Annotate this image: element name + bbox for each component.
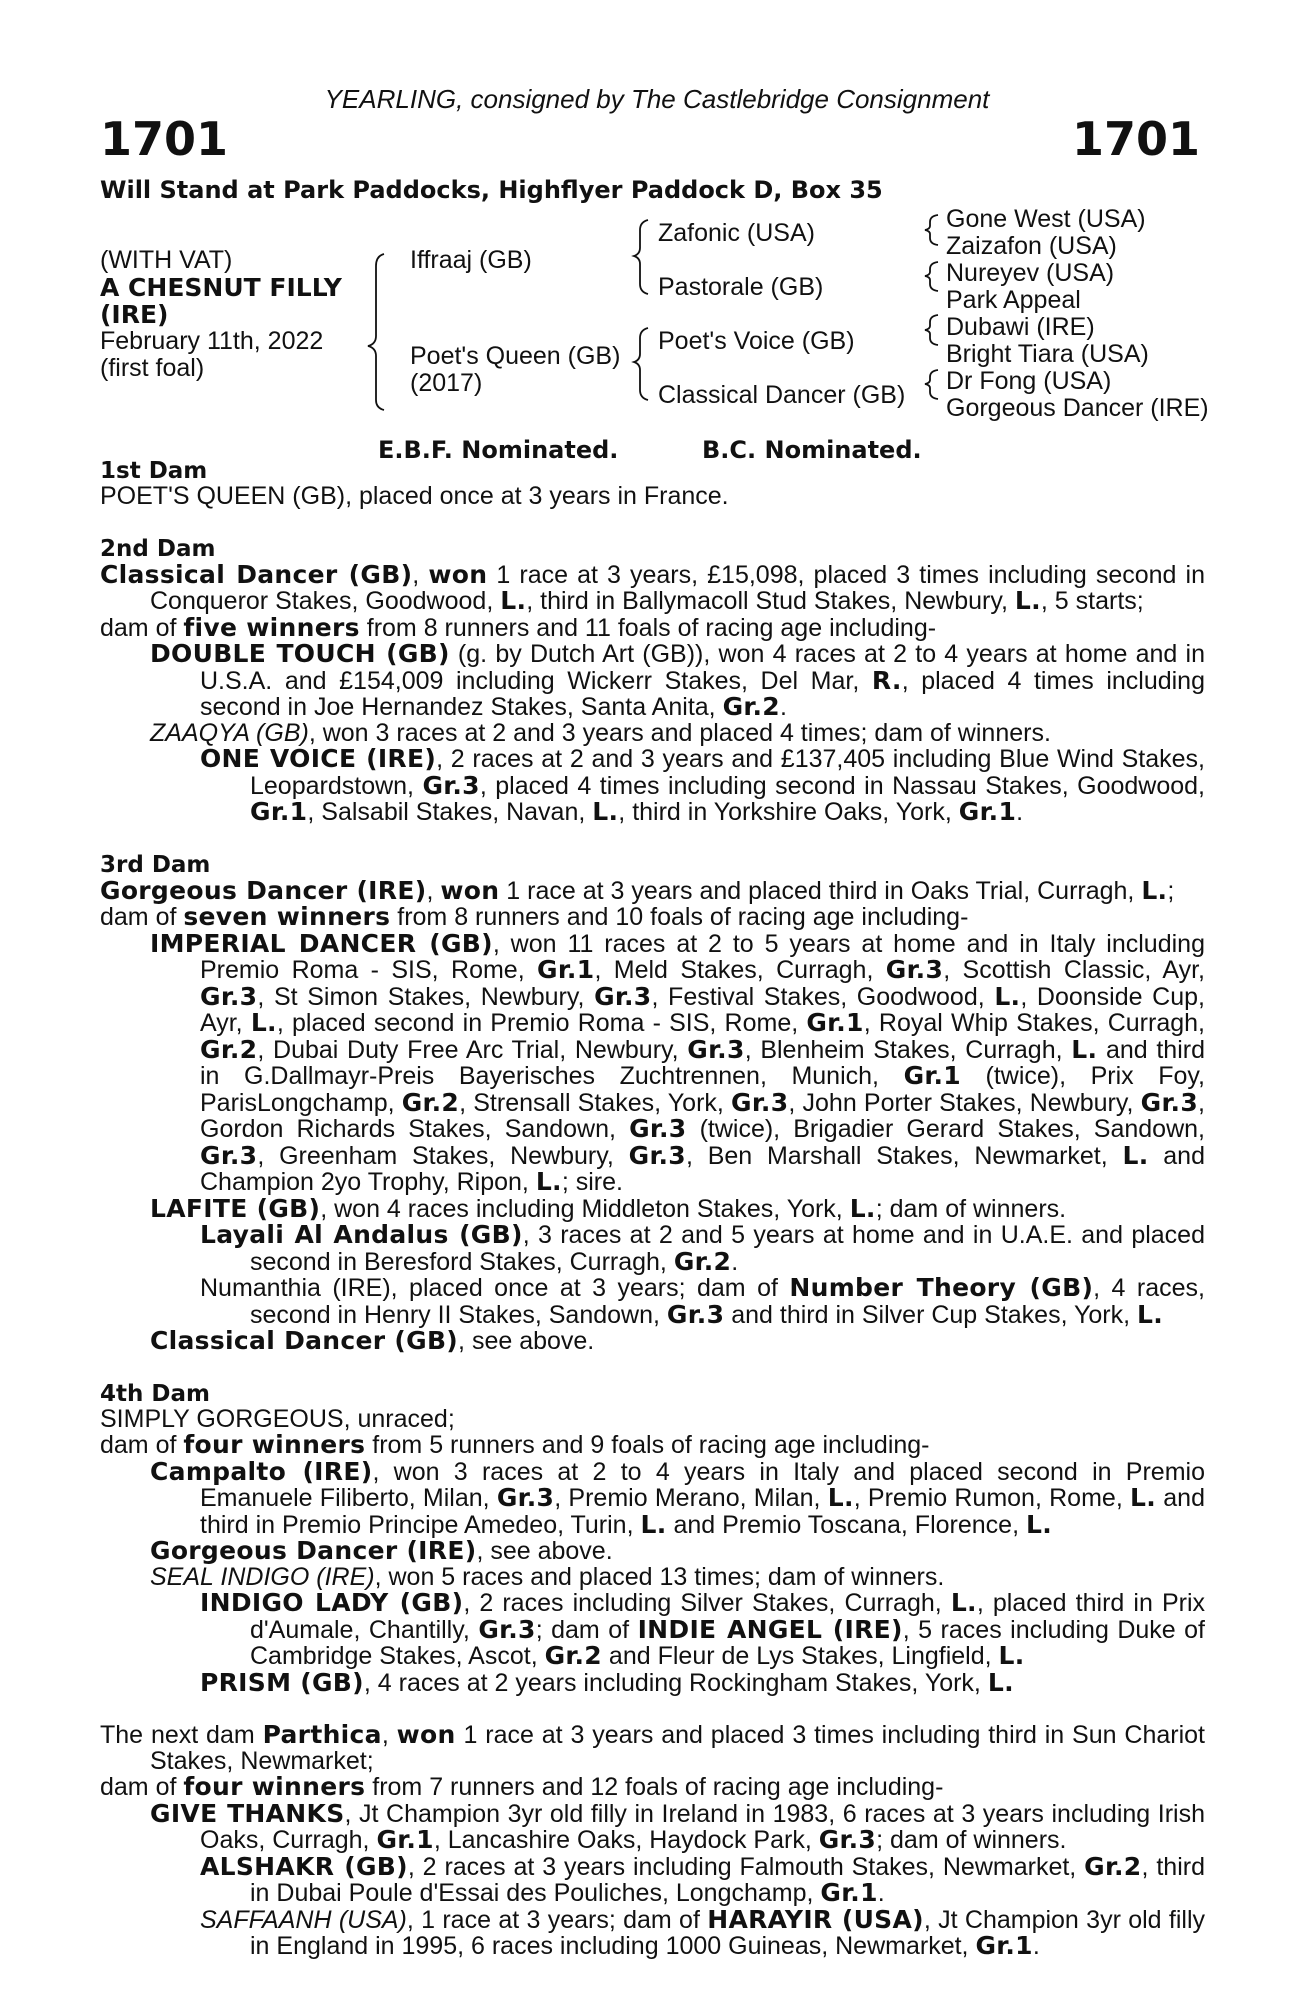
text-run: (twice), Brigadier Gerard Stakes, Sandown, — [686, 1115, 1205, 1143]
text-run: . — [779, 693, 787, 721]
text-run: and Champion 2yo Trophy, Ripon, — [200, 1141, 1205, 1196]
bold-run: INDIGO LADY (GB) — [200, 1588, 464, 1617]
bold-run: Gr.2 — [1084, 1851, 1142, 1881]
text-run: , won 3 races at 2 and 3 years and placed 4 times; dam of winners. — [308, 718, 1051, 747]
bold-run: Gr.1 — [958, 797, 1017, 826]
text-run: , won 4 races including Middleton Stakes, York, — [320, 1194, 850, 1223]
bold-run: Gr.1 — [820, 1878, 878, 1907]
text-run: , — [426, 876, 441, 905]
pedigree-entry — [100, 1404, 1205, 1433]
text-run: from 5 runners and 9 foals of racing age including- — [365, 1431, 930, 1459]
bold-run: L. — [1071, 1034, 1098, 1064]
bold-run: R. — [871, 665, 902, 695]
pedigree-sss: Gone West (USA) — [946, 205, 1146, 233]
bold-run: L. — [535, 1167, 562, 1196]
text-run: , Greenham Stakes, Newbury, — [257, 1141, 629, 1170]
bold-run: L. — [640, 1509, 667, 1539]
pedigree-entry — [100, 1328, 1205, 1355]
bold-run: Gr.2 — [544, 1641, 602, 1670]
text-run: and third in Silver Cup Stakes, York, — [724, 1300, 1138, 1329]
bold-run: L. — [994, 981, 1021, 1011]
text-run: ; sire. — [561, 1168, 623, 1196]
pedigree-sire-sire: Zafonic (USA) — [658, 219, 815, 247]
text-run: ; dam of winners. — [876, 1826, 1067, 1854]
pedigree-dss: Dubawi (IRE) — [946, 313, 1095, 341]
bold-run: Gr.3 — [731, 1087, 789, 1117]
pedigree-entry — [100, 1904, 1205, 1960]
bracket-sire — [634, 220, 648, 294]
text-run: , 1 race at 3 years; dam of — [406, 1905, 708, 1934]
text-run: , 5 starts; — [1040, 587, 1144, 615]
section-4th-dam — [100, 1381, 1205, 1697]
text-run: , Doonside Cup, Ayr, — [200, 982, 1205, 1037]
pedigree-entry — [100, 1562, 1205, 1591]
text-run: , Festival Stakes, Goodwood, — [651, 982, 995, 1011]
text-run: , 2 races at 3 years including Falmouth Stakes, Newmarket, — [407, 1852, 1085, 1881]
text-run: from 8 runners and 11 foals of racing age including- — [359, 613, 937, 642]
section-3rd-dam — [100, 852, 1205, 1355]
bold-run: won — [440, 875, 500, 905]
pedigree-entry — [100, 1432, 1205, 1459]
text-run: , Gordon Richards Stakes, Sandown, — [200, 1088, 1205, 1143]
bold-run: PRISM (GB) — [200, 1667, 364, 1697]
bold-run: four winners — [183, 1772, 366, 1801]
vat-note: (WITH VAT) — [100, 246, 233, 274]
bracket-ds — [925, 315, 938, 345]
bold-run: Gr.2 — [673, 1246, 732, 1276]
text-run: . — [731, 1247, 739, 1276]
text-run: , placed second in Premio Roma - SIS, Rome, — [276, 1009, 807, 1037]
text-run: 1 race at 3 years and placed third in Oaks Trial, Curragh, — [499, 876, 1142, 905]
text-run: , John Porter Stakes, Newbury, — [788, 1088, 1141, 1117]
pedigree-sds: Nureyev (USA) — [946, 259, 1115, 287]
text-run: , Lancashire Oaks, Haydock Park, — [433, 1826, 819, 1854]
bold-run: L. — [1137, 1299, 1164, 1329]
text-run: Numanthia (IRE), placed once at 3 years; dam of — [200, 1274, 790, 1302]
text-run: 1 race at 3 years and placed 3 times including third in Sun Chariot Stakes, Newmarket; — [150, 1721, 1205, 1775]
bracket-dam — [634, 328, 648, 400]
text-run: dam of — [100, 903, 184, 931]
text-run: , Meld Stakes, Curragh, — [594, 956, 886, 984]
text-run: , Jt Champion 3yr old filly in Ireland in 1983, 6 races at 3 years including Irish Oaks, Curragh, — [200, 1799, 1205, 1854]
bold-run: Classical Dancer (GB) — [100, 559, 413, 589]
bold-run: L. — [592, 797, 619, 826]
text-run: , Jt Champion 3yr old filly in England in 1995, 6 races including 1000 Guineas, Newmarket, — [250, 1905, 1205, 1960]
text-run: , Royal Whip Stakes, Curragh, — [863, 1009, 1205, 1037]
lot-number-left: 1701 — [100, 112, 229, 166]
bold-run: L. — [987, 1667, 1014, 1697]
ebf-nomination: E.B.F. Nominated. — [378, 436, 619, 464]
bracket-sd — [925, 262, 938, 291]
text-run: , Blenheim Stakes, Curragh, — [744, 1035, 1072, 1064]
bold-run: Campalto (IRE) — [150, 1456, 373, 1486]
bold-run: ALSHAKR (GB) — [200, 1851, 408, 1881]
pedigree-dds: Dr Fong (USA) — [946, 367, 1112, 395]
pedigree-entry — [100, 1222, 1205, 1275]
bold-run: Parthica — [262, 1720, 382, 1749]
text-run: , 4 races at 2 years including Rockingham Stakes, York, — [363, 1668, 988, 1697]
bold-run: L. — [849, 1193, 876, 1223]
bold-run: DOUBLE TOUCH (GB) — [150, 639, 450, 668]
bold-run: won — [428, 559, 488, 589]
pedigree-entry — [100, 746, 1205, 826]
text-run: 1 race at 3 years, £15,098, placed 3 times including second in Conqueror Stakes, Goodwood, — [150, 560, 1205, 615]
text-run: , 3 races at 2 and 5 years at home and in U.A.E. and placed second in Beresford Stakes, Curragh, — [250, 1221, 1205, 1276]
section-1st-dam — [100, 458, 1205, 510]
text-run: from 8 runners and 10 foals of racing age including- — [390, 903, 969, 931]
text-run: , 2 races including Silver Stakes, Curragh, — [463, 1589, 951, 1617]
pedigree-dsd: Bright Tiara (USA) — [946, 340, 1149, 368]
horse-name: A CHESNUT FILLY — [100, 273, 342, 302]
bold-run: INDIE ANGEL (IRE) — [637, 1614, 903, 1644]
bold-run: Gr.1 — [806, 1008, 864, 1037]
bold-run: L. — [1014, 586, 1041, 615]
text-run: , see above. — [458, 1327, 595, 1355]
pedigree-ddd: Gorgeous Dancer (IRE) — [946, 394, 1209, 422]
bold-run: Gr.3 — [818, 1825, 877, 1854]
italic-run: ZAAQYA (GB) — [150, 718, 309, 747]
pedigree-dam-sire: Poet's Voice (GB) — [658, 327, 855, 355]
bold-run: Gorgeous Dancer (IRE) — [100, 875, 427, 905]
bold-run: Gr.1 — [903, 1061, 961, 1090]
bold-run: Gr.2 — [401, 1087, 460, 1117]
bold-run: Gr.3 — [629, 1114, 687, 1143]
text-run: SIMPLY GORGEOUS, unraced; — [100, 1404, 455, 1433]
text-run: and third in Premio Principe Amedeo, Turin, — [200, 1484, 1205, 1539]
text-run: dam of — [100, 1431, 184, 1459]
bold-run: HARAYIR (USA) — [707, 1904, 924, 1934]
text-run: , Ben Marshall Stakes, Newmarket, — [686, 1141, 1123, 1170]
bold-run: L. — [250, 1008, 277, 1037]
bold-run: Gr.3 — [478, 1614, 536, 1644]
bold-run: Gr.1 — [250, 797, 308, 826]
text-run: ; dam of winners. — [875, 1194, 1067, 1223]
bold-run: Classical Dancer (GB) — [150, 1326, 459, 1355]
pedigree-entry — [100, 1275, 1205, 1328]
bold-run: Gr.3 — [628, 1140, 687, 1170]
text-run: (twice), Prix Foy, ParisLongchamp, — [200, 1062, 1205, 1117]
text-run: POET'S QUEEN (GB), placed once at 3 years in France. — [100, 482, 729, 510]
text-run: . — [1032, 1932, 1040, 1960]
text-run: , Salsabil Stakes, Navan, — [307, 798, 593, 826]
text-run: . — [877, 1879, 885, 1907]
bold-run: Gr.3 — [200, 1140, 258, 1170]
text-run: , placed 4 times including second in Joe Hernandez Stakes, Santa Anita, — [200, 666, 1205, 721]
bold-run: Gr.3 — [200, 981, 258, 1011]
bold-run: Gr.3 — [666, 1299, 725, 1329]
text-run: The next dam — [100, 1721, 263, 1749]
text-run: . — [1016, 798, 1024, 826]
bold-run: ONE VOICE (IRE) — [200, 744, 437, 773]
pedigree-sire: Iffraaj (GB) — [410, 246, 532, 274]
text-run: and Fleur de Lys Stakes, Lingfield, — [601, 1642, 999, 1670]
pedigree-entry — [100, 1667, 1205, 1697]
bold-run: L. — [1130, 1483, 1157, 1512]
section-heading: 3rd Dam — [100, 851, 211, 878]
bold-run: L. — [1122, 1140, 1149, 1170]
pedigree-entry — [100, 484, 1205, 510]
pedigree-entry — [100, 1798, 1205, 1854]
text-run: dam of — [100, 613, 184, 642]
bracket-dd — [925, 370, 938, 399]
text-run: , Premio Rumon, Rome, — [853, 1484, 1130, 1512]
bold-run: Gr.3 — [885, 955, 944, 984]
text-run: , placed 4 times including second in Nassau Stakes, Goodwood, — [479, 771, 1205, 800]
pedigree-sdd: Park Appeal — [946, 286, 1081, 314]
bc-nomination: B.C. Nominated. — [702, 436, 922, 464]
text-run: , — [412, 560, 429, 589]
text-run: , see above. — [476, 1537, 613, 1565]
section-next-dam — [100, 1696, 1205, 1960]
bold-run: Gr.1 — [376, 1825, 434, 1854]
bold-run: Gr.2 — [200, 1034, 258, 1064]
bold-run: Gr.1 — [537, 955, 595, 984]
pedigree-entry — [100, 1456, 1205, 1539]
pedigree-dam-dam: Classical Dancer (GB) — [658, 381, 906, 409]
bold-run: L. — [950, 1588, 977, 1617]
stand-location: Will Stand at Park Paddocks, Highflyer Paddock D, Box 35 — [100, 176, 883, 204]
foal-note: (first foal) — [100, 354, 205, 382]
bold-run: Gr.1 — [975, 1931, 1033, 1960]
text-run: dam of — [100, 1773, 184, 1801]
text-run: , St Simon Stakes, Newbury, — [257, 982, 595, 1011]
text-run: (g. by Dutch Art (GB)), won 4 races at 2 to 4 years at home and in U.S.A. and £154,009 including Wickerr Stakes, Del Mar, — [200, 640, 1205, 695]
bold-run: Gr.3 — [687, 1034, 745, 1064]
bold-run: L. — [500, 586, 527, 615]
text-run: ; — [1167, 876, 1175, 905]
text-run: , Strensall Stakes, York, — [459, 1088, 732, 1117]
bold-run: GIVE THANKS — [150, 1798, 345, 1828]
section-heading: 1st Dam — [100, 458, 208, 484]
pedigree-ssd: Zaizafon (USA) — [946, 232, 1117, 260]
text-run: , 4 races, second in Henry II Stakes, Sandown, — [250, 1274, 1205, 1329]
pedigree-entry — [100, 641, 1205, 721]
text-run: , placed third in Prix d'Aumale, Chantilly, — [250, 1589, 1206, 1644]
text-run: ; dam of — [535, 1615, 638, 1644]
text-run: , — [381, 1721, 397, 1749]
pedigree-entry — [100, 904, 1205, 931]
text-run: , Premio Merano, Milan, — [554, 1484, 828, 1512]
bold-run: Number Theory (GB) — [789, 1273, 1094, 1302]
pedigree-entry — [100, 1193, 1205, 1223]
section-2nd-dam — [100, 536, 1205, 826]
text-run: , 2 races at 2 and 3 years and £137,405 including Blue Wind Stakes, Leopardstown, — [250, 745, 1205, 800]
bold-run: IMPERIAL DANCER (GB) — [150, 928, 493, 958]
text-run: , third in Ballymacoll Stud Stakes, Newbury, — [526, 587, 1015, 615]
horse-country: (IRE) — [100, 300, 169, 329]
pedigree-entry — [100, 1590, 1205, 1670]
bold-run: Gr.3 — [422, 770, 480, 800]
text-run: , won 3 races at 2 to 4 years in Italy and placed second in Premio Emanuele Filiberto, Milan, — [200, 1457, 1205, 1512]
bold-run: Gr.3 — [1140, 1087, 1199, 1117]
pedigree-entry — [100, 928, 1205, 1196]
bold-run: seven winners — [183, 902, 391, 931]
pedigree-entry — [100, 559, 1205, 615]
text-run: , third in Yorkshire Oaks, York, — [618, 798, 959, 826]
text-run: , Dubai Duty Free Arc Trial, Newbury, — [257, 1035, 688, 1064]
pedigree-sire-dam: Pastorale (GB) — [658, 273, 824, 301]
bold-run: L. — [827, 1483, 854, 1512]
pedigree-dam-year: (2017) — [410, 369, 483, 397]
section-heading: 2nd Dam — [100, 535, 216, 562]
text-run: , won 11 races at 2 to 5 years at home and in Italy including Premio Roma - SIS, Rome, — [200, 929, 1205, 984]
pedigree-dam: Poet's Queen (GB) — [410, 342, 621, 370]
family-notes — [100, 458, 1205, 1960]
lot-number-right: 1701 — [1071, 112, 1200, 166]
bracket-ss — [925, 215, 938, 245]
text-run: , 5 races including Duke of Cambridge Stakes, Ascot, — [250, 1615, 1206, 1670]
bold-run: Gorgeous Dancer (IRE) — [150, 1536, 477, 1565]
bold-run: L. — [1141, 875, 1168, 905]
bold-run: four winners — [183, 1430, 366, 1459]
text-run: from 7 runners and 12 foals of racing age including- — [365, 1773, 944, 1801]
text-run: and Premio Toscana, Florence, — [666, 1510, 1026, 1539]
pedigree-entry — [100, 612, 1205, 642]
bold-run: won — [396, 1720, 456, 1749]
pedigree-entry — [100, 1722, 1205, 1774]
pedigree-entry — [100, 875, 1205, 905]
section-heading: 4th Dam — [100, 1380, 210, 1407]
bold-run: five winners — [183, 612, 360, 642]
italic-run: SEAL INDIGO (IRE) — [150, 1562, 375, 1591]
foaling-date: February 11th, 2022 — [100, 327, 324, 355]
pedigree-entry — [100, 1774, 1205, 1801]
consignor-line: YEARLING, consigned by The Castlebridge Consignment — [324, 84, 990, 114]
bold-run: L. — [998, 1641, 1025, 1670]
text-run: , Scottish Classic, Ayr, — [943, 956, 1205, 984]
bracket-gen1 — [368, 254, 384, 410]
italic-run: SAFFAANH (USA) — [200, 1905, 407, 1934]
bold-run: LAFITE (GB) — [150, 1193, 321, 1223]
text-run: , third in Dubai Poule d'Essai des Pouliches, Longchamp, — [250, 1852, 1205, 1907]
text-run: , won 5 races and placed 13 times; dam of winners. — [374, 1562, 945, 1591]
bold-run: Gr.3 — [496, 1483, 555, 1512]
bold-run: Layali Al Andalus (GB) — [200, 1220, 523, 1249]
bold-run: Gr.3 — [594, 981, 652, 1011]
bold-run: Gr.2 — [722, 692, 780, 721]
bold-run: L. — [1025, 1509, 1052, 1539]
pedigree-entry — [100, 1538, 1205, 1565]
pedigree-entry — [100, 1851, 1205, 1907]
pedigree-entry — [100, 718, 1205, 747]
text-run: and third in G.Dallmayr-Preis Bayerisches Zuchtrennen, Munich, — [200, 1035, 1205, 1090]
